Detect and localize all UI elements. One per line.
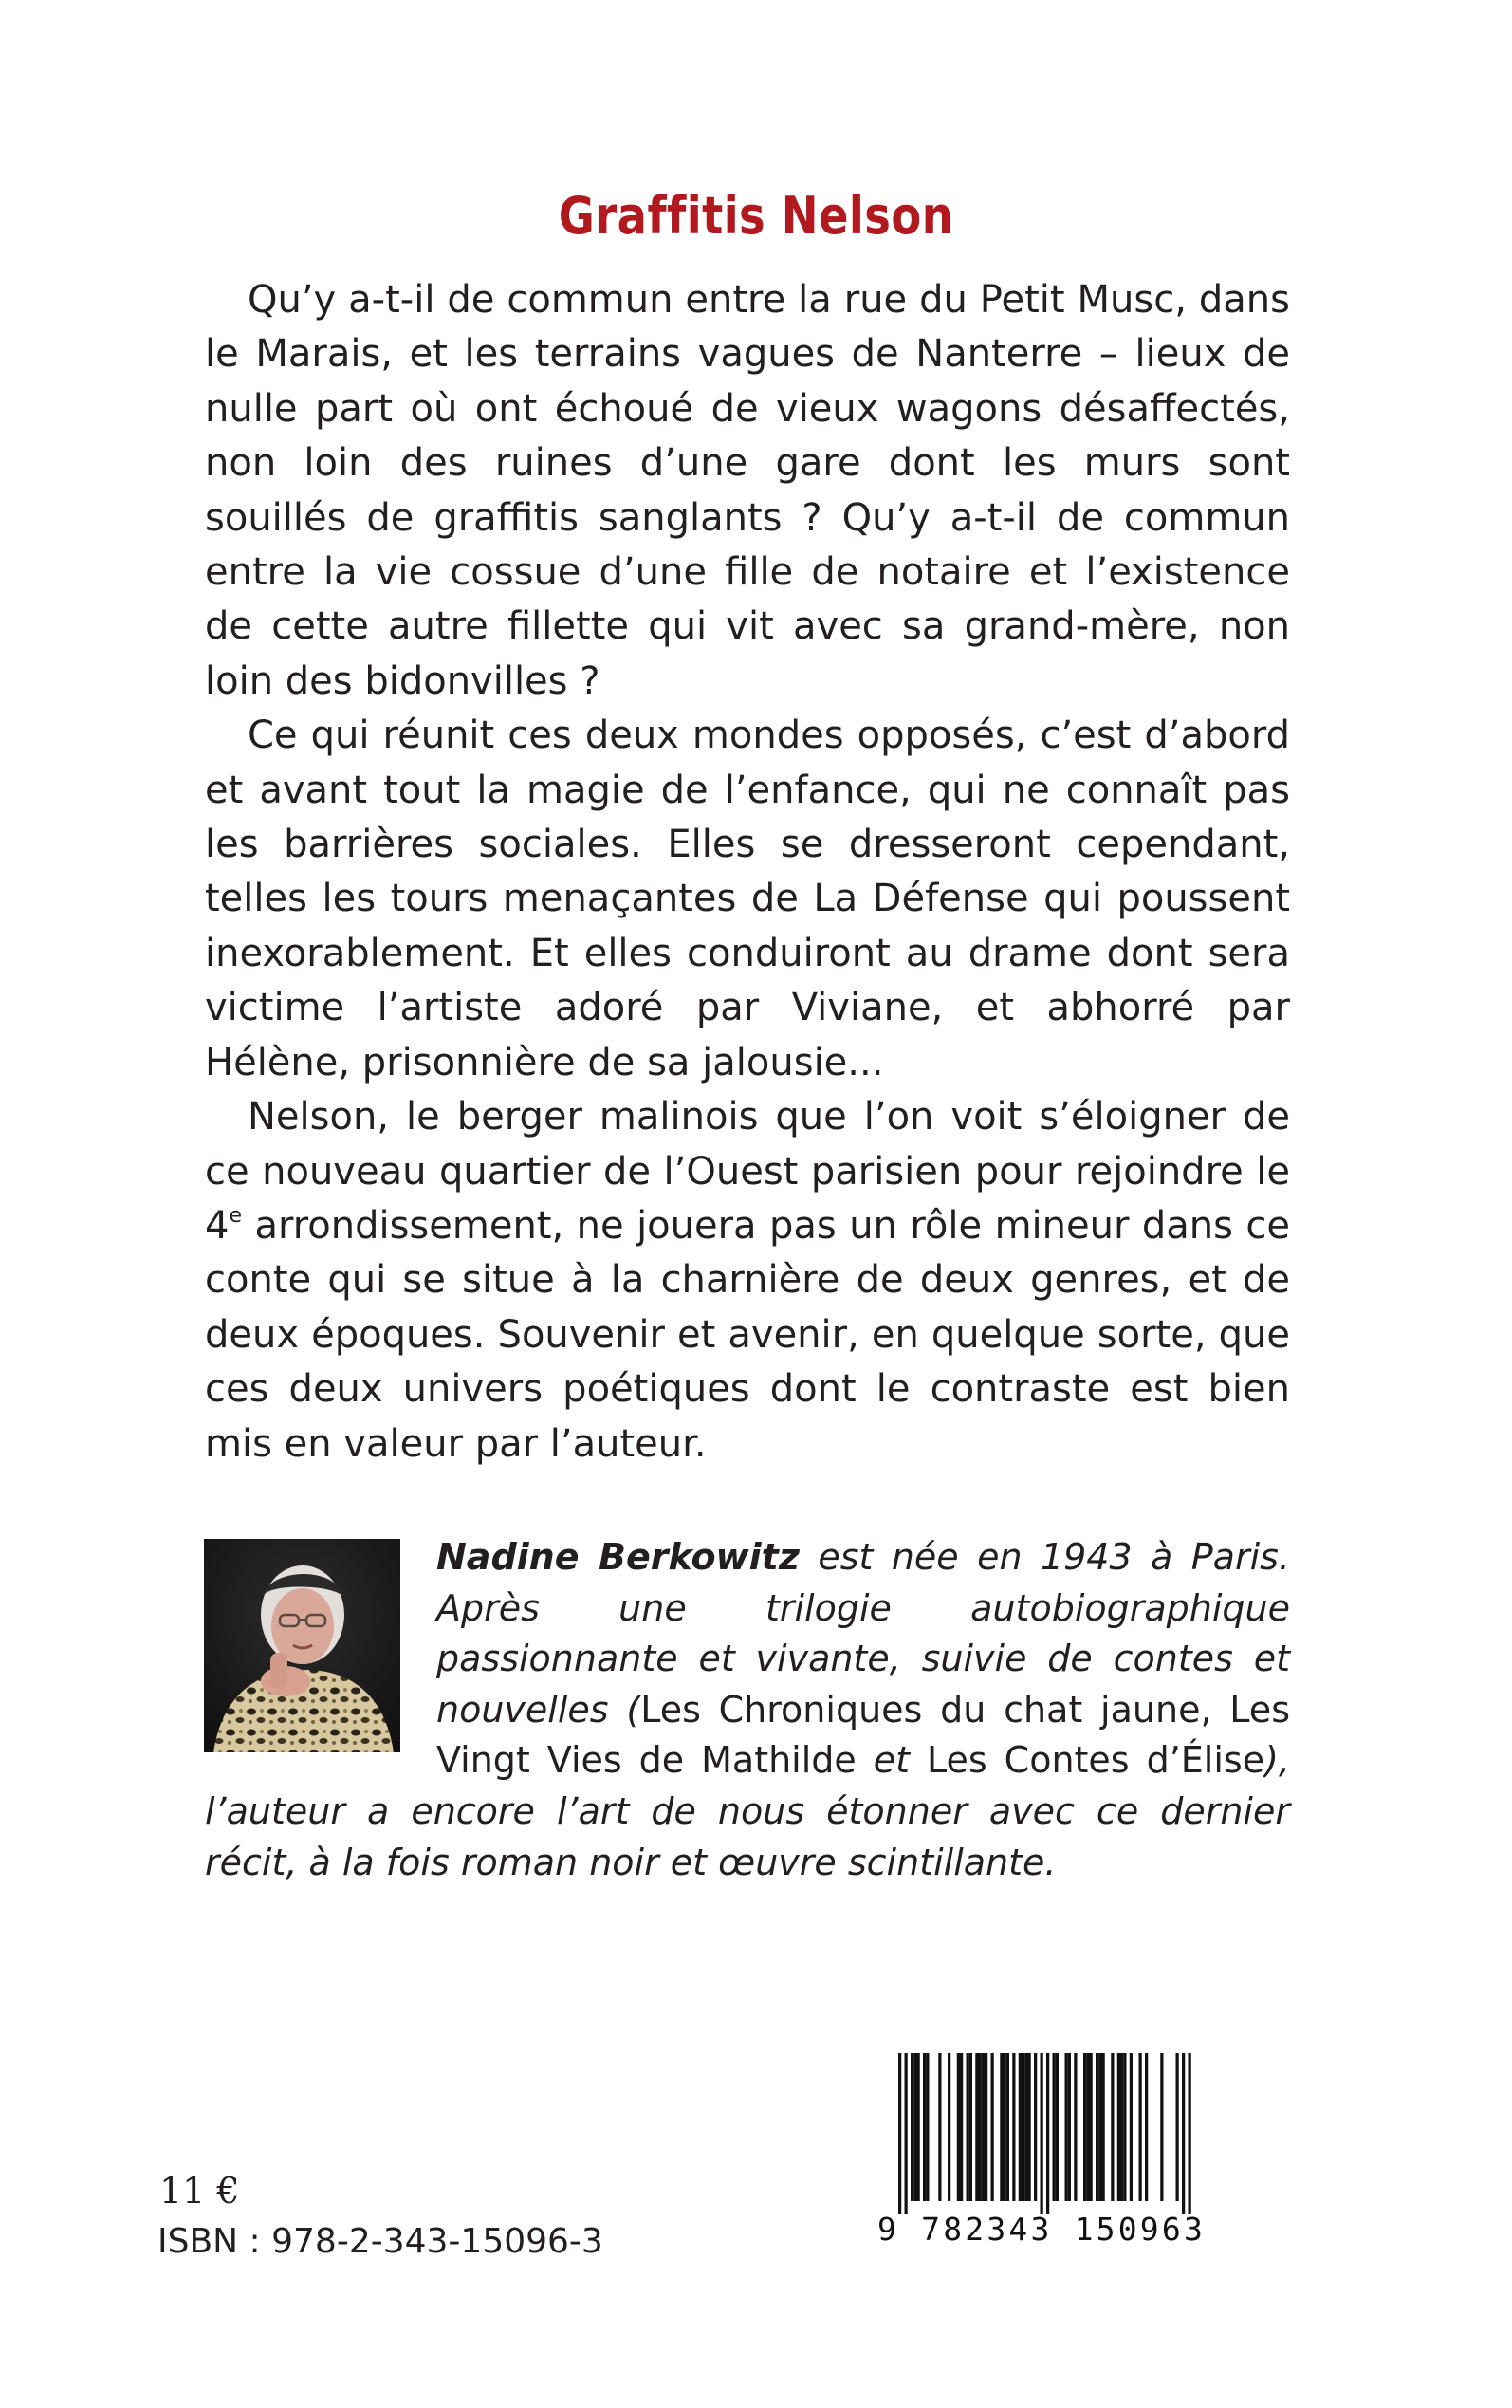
barcode-bar: [1189, 2053, 1191, 2214]
barcode-bar: [948, 2053, 950, 2201]
barcode-bar: [1024, 2053, 1027, 2201]
barcode-bar: [1117, 2053, 1120, 2201]
barcode-bars: [874, 2053, 1232, 2214]
barcode-bar: [982, 2053, 985, 2201]
barcode-bar: [1090, 2053, 1093, 2201]
barcode-bar: [1139, 2053, 1142, 2201]
author-name: Nadine Berkowitz: [436, 1536, 800, 1578]
barcode-bar: [1120, 2053, 1123, 2201]
barcode-bar: [913, 2053, 916, 2201]
barcode-bar: [1182, 2053, 1185, 2214]
barcode-bar: [1041, 2053, 1043, 2214]
barcode-bar: [917, 2053, 920, 2201]
barcode-bar: [1053, 2053, 1056, 2201]
barcode-digits: 9 782343 150963: [877, 2211, 1207, 2248]
barcode-bar: [1102, 2053, 1105, 2201]
barcode-bar: [1074, 2053, 1077, 2201]
author-book-title-2: Les Contes d’Élise: [927, 1739, 1265, 1782]
back-cover-blurb: [205, 273, 1290, 1472]
blurb-paragraph-3: [205, 1090, 1290, 1472]
barcode-bar: [905, 2053, 908, 2214]
book-title: Graffitis Nelson: [558, 186, 954, 247]
barcode: [874, 2053, 1232, 2258]
barcode-bar: [1111, 2053, 1114, 2201]
barcode-bar: [1028, 2053, 1031, 2201]
barcode-bar: [1098, 2053, 1101, 2201]
barcode-bar: [911, 2053, 913, 2201]
author-bio-text-2: et: [856, 1739, 928, 1782]
author-bio: [205, 1532, 1290, 1888]
barcode-bar: [979, 2053, 982, 2201]
price: 11 €: [159, 2170, 240, 2212]
barcode-bar: [957, 2053, 960, 2201]
barcode-bar: [1086, 2053, 1089, 2201]
barcode-bar: [898, 2053, 901, 2214]
barcode-bar: [1065, 2053, 1068, 2201]
barcode-bar: [1145, 2053, 1148, 2201]
ordinal-superscript: e: [229, 1203, 242, 1228]
barcode-bar: [1096, 2053, 1098, 2201]
barcode-bar: [1034, 2053, 1037, 2201]
barcode-bar: [1022, 2053, 1024, 2201]
barcode-bar: [991, 2053, 994, 2201]
barcode-bar: [923, 2053, 926, 2201]
barcode-bar: [1083, 2053, 1086, 2201]
barcode-bar: [1068, 2053, 1071, 2201]
barcode-bar: [938, 2053, 941, 2201]
blurb-paragraph-2: Ce qui réunit ces deux mondes opposés, c’est d’abord et avant tout la magie de l’enfance, qui ne connaît pas les barrières sociales. Elles se dresseront cependant, telles les tours menaçantes de La Défense qui poussent inexorablement. Et elles conduiront au drame dont sera victime l’artiste adoré par Viviane, et abhorré par Hélène, prisonnière de sa jalousie...: [205, 713, 1290, 1084]
barcode-bar: [985, 2053, 987, 2201]
barcode-bar: [1176, 2053, 1179, 2201]
barcode-bar: [969, 2053, 972, 2201]
author-bio-text-1: est née en 1943 à Paris. Après une trilogie autobiographique passionnante et vivante, suivie de contes et nouvelles (: [436, 1536, 1291, 1731]
barcode-bar: [960, 2053, 963, 2201]
barcode-bar: [1019, 2053, 1022, 2201]
barcode-bar: [1004, 2053, 1006, 2201]
barcode-bar: [1160, 2053, 1163, 2201]
barcode-bar: [1130, 2053, 1133, 2201]
barcode-bar: [967, 2053, 969, 2201]
barcode-bar: [1123, 2053, 1126, 2201]
isbn: ISBN : 978-2-343-15096-3: [157, 2222, 603, 2261]
barcode-bar: [1056, 2053, 1059, 2201]
barcode-bar: [1046, 2053, 1049, 2214]
photo-spacer: [205, 1532, 436, 1784]
author-bio-text-3: ), l’auteur a encore l’art de nous étonner avec ce dernier récit, à la fois roman noir et œuvre scintillante.: [205, 1739, 1290, 1883]
blurb-paragraph-3-start: Nelson, le berger malinois que l’on voit s’éloigner de ce nouveau quartier de l’Ouest parisien pour rejoindre le 4: [205, 1095, 1290, 1248]
author-book-titles-1: Les Chroniques du chat jaune, Les Vingt Vies de Mathilde: [436, 1688, 1290, 1782]
barcode-bar: [1000, 2053, 1003, 2201]
blurb-paragraph-3-end: arrondissement, ne jouera pas un rôle mineur dans ce conte qui se situe à la charnière de deux genres, et de deux époques. Souvenir et avenir, en quelque sorte, que ces deux univers poétiques dont le contraste est bien mis en valeur par l’auteur.: [205, 1203, 1290, 1466]
barcode-bar: [1012, 2053, 1015, 2201]
barcode-bar: [975, 2053, 978, 2201]
blurb-paragraph-1: Qu’y a-t-il de commun entre la rue du Petit Musc, dans le Marais, et les terrains vagues de Nanterre – lieux de nulle part où ont échoué de vieux wagons désaffectés, non loin des ruines d’une gare dont les murs sont souillés de graffitis sanglants ? Qu’y a-t-il de commun entre la vie cossue d’une fille de notaire et l’existence de cette autre fillette qui vit avec sa grand-mère, non loin des bidonvilles ?: [205, 278, 1290, 703]
barcode-bar: [926, 2053, 929, 2201]
barcode-bar: [1006, 2053, 1009, 2201]
